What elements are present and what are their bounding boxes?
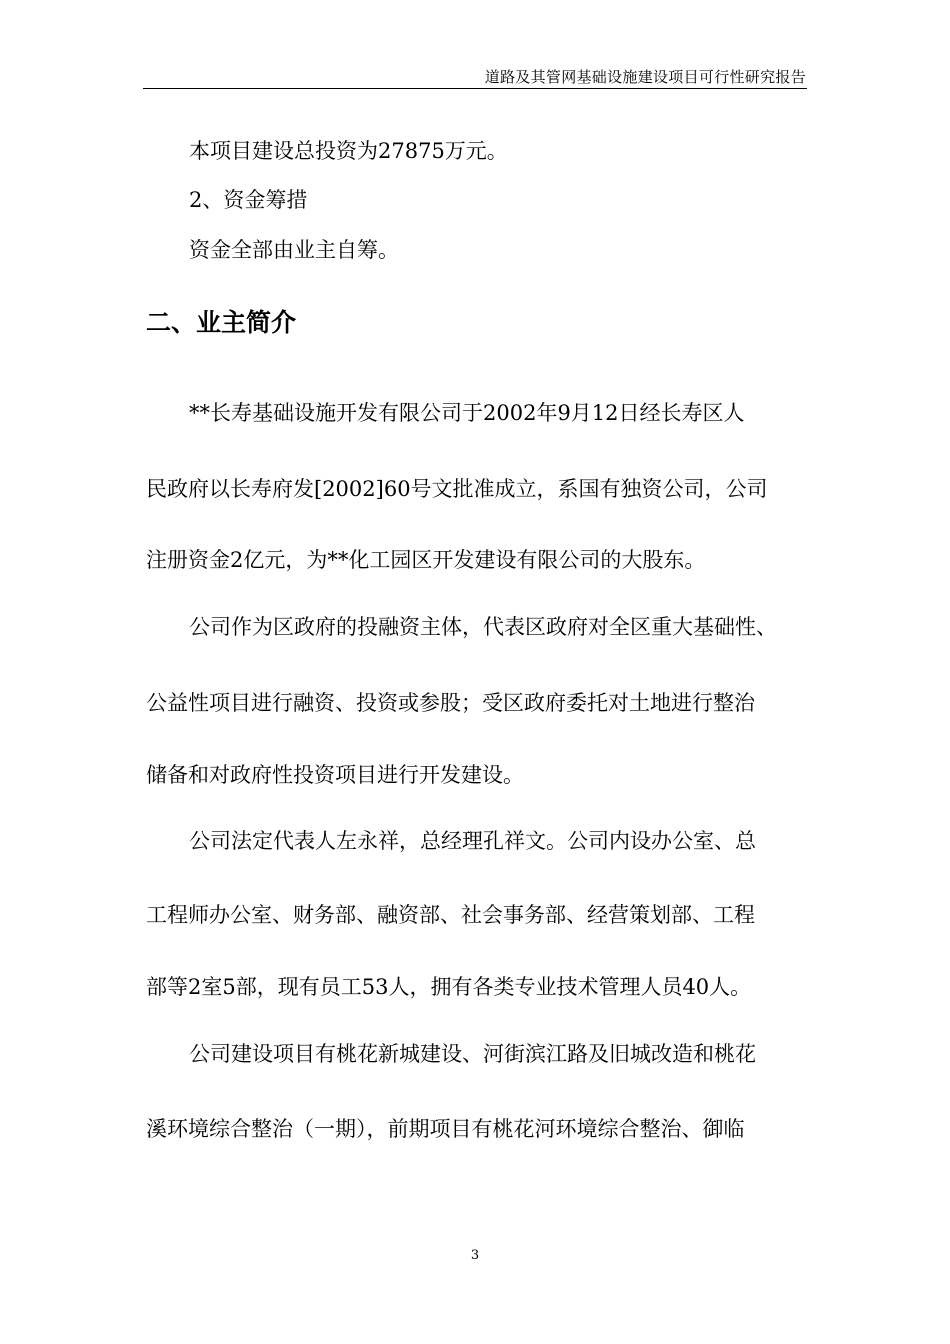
header-title: 道路及其管网基础设施建设项目可行性研究报告: [484, 68, 806, 86]
paragraph-line: 民政府以长寿府发[2002]60号文批准成立，系国有独资公司，公司: [146, 477, 768, 501]
paragraph-line: 公司作为区政府的投融资主体，代表区政府对全区重大基础性、: [189, 615, 777, 639]
funding-heading: 2、资金筹措: [189, 188, 308, 212]
paragraph-line: 溪环境综合整治（一期），前期项目有桃花河环境综合整治、御临: [146, 1117, 745, 1141]
investment-line: 本项目建设总投资为27875万元。: [189, 139, 508, 163]
header-rule: [143, 88, 807, 89]
page-number: 3: [470, 1248, 480, 1263]
funding-text: 资金全部由业主自筹。: [189, 238, 399, 262]
paragraph-line: 储备和对政府性投资项目进行开发建设。: [146, 763, 524, 787]
section-heading: 二、业主简介: [146, 308, 297, 337]
paragraph-line: 注册资金2亿元，为**化工园区开发建设有限公司的大股东。: [146, 548, 706, 572]
paragraph-line: **长寿基础设施开发有限公司于2002年9月12日经长寿区人: [189, 401, 745, 425]
paragraph-line: 公益性项目进行融资、投资或参股；受区政府委托对土地进行整治: [146, 691, 755, 715]
paragraph-line: 公司法定代表人左永祥，总经理孔祥文。公司内设办公室、总: [189, 829, 756, 853]
paragraph-line: 公司建设项目有桃花新城建设、河街滨江路及旧城改造和桃花: [189, 1042, 756, 1066]
paragraph-line: 工程师办公室、财务部、融资部、社会事务部、经营策划部、工程: [146, 903, 755, 927]
paragraph-line: 部等2室5部，现有员工53人，拥有各类专业技术管理人员40人。: [146, 975, 752, 999]
